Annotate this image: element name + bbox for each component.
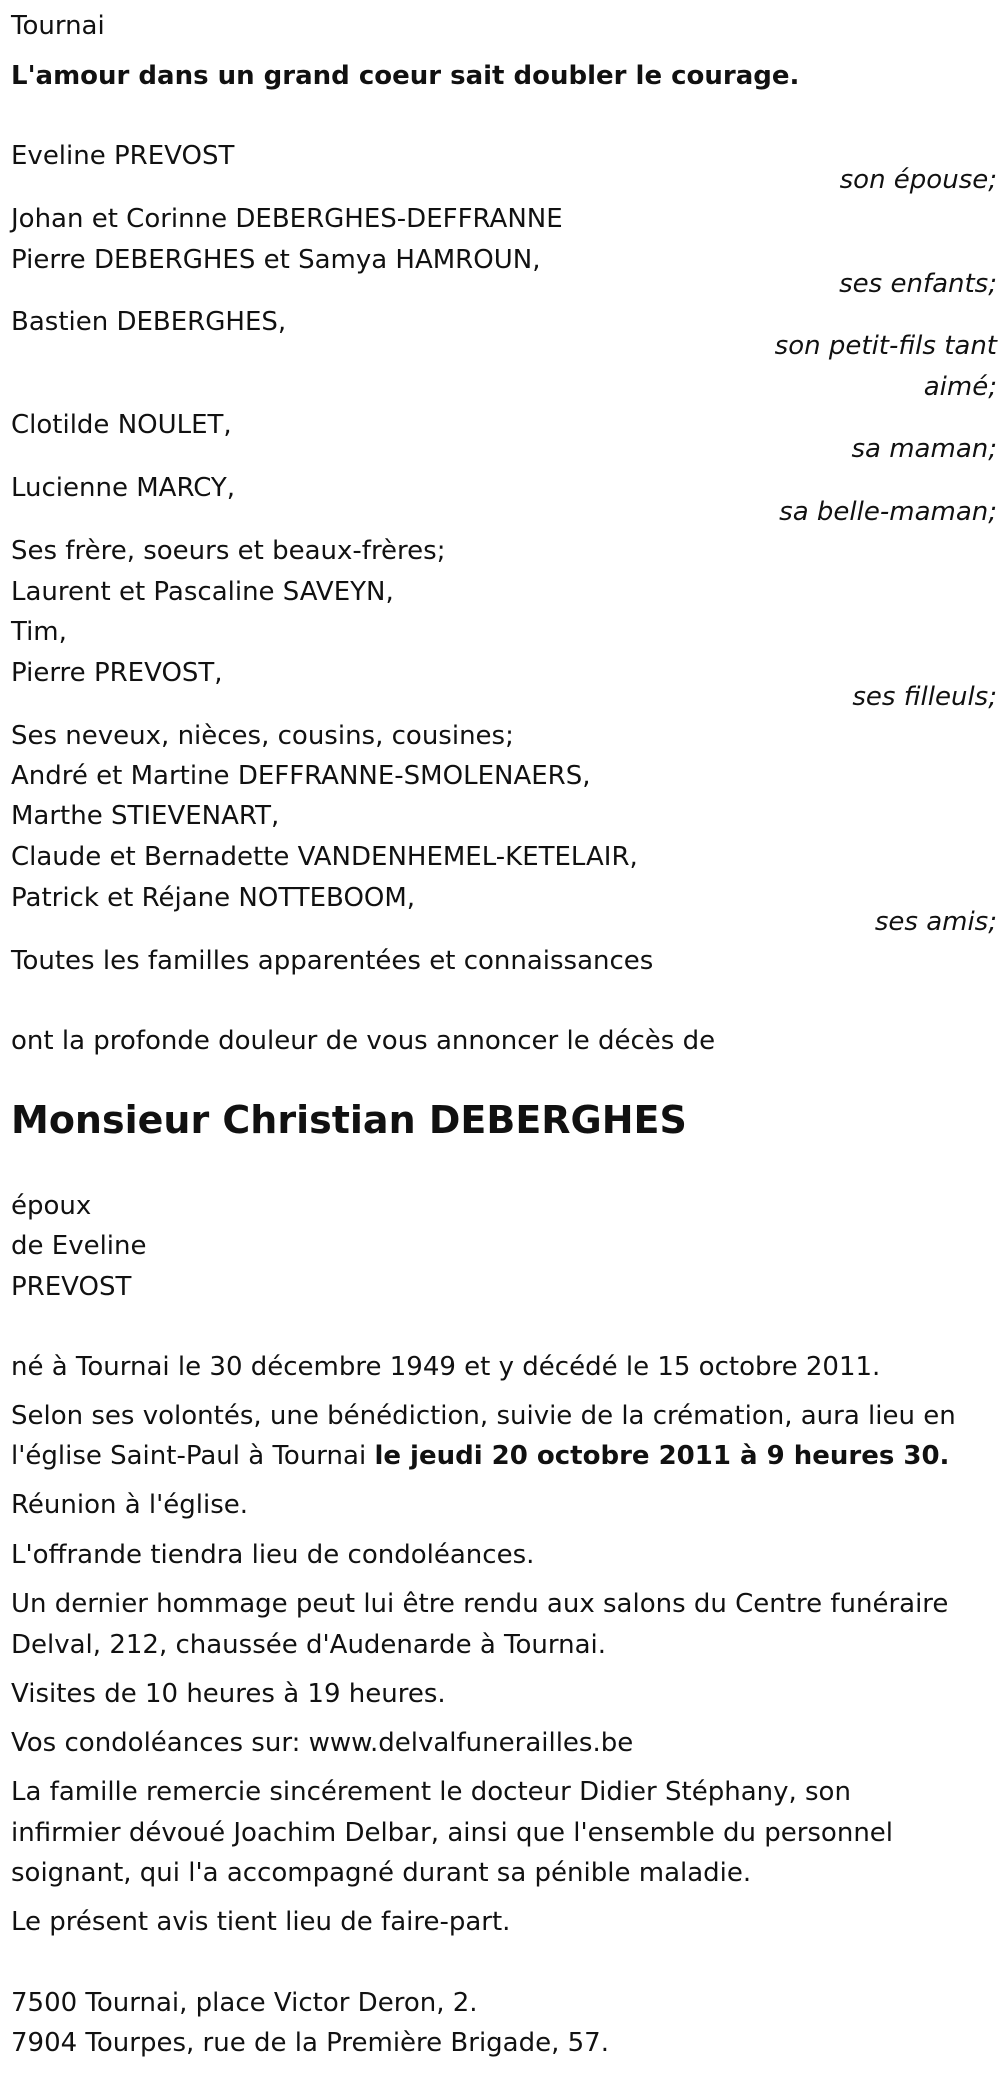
godchild-line-1: Laurent et Pascaline SAVEYN, (11, 577, 394, 607)
reunion-note: Réunion à l'église. (11, 1490, 249, 1520)
deceased-name: Monsieur Christian DEBERGHES (11, 1098, 687, 1142)
children-role: ses enfants; (839, 269, 997, 299)
visiting-hours: Visites de 10 heures à 19 heures. (11, 1679, 446, 1709)
spouse-of-line-3: PREVOST (11, 1272, 132, 1302)
notice-line: Le présent avis tient lieu de faire-part. (11, 1907, 511, 1937)
grandson-name: Bastien DEBERGHES, (11, 307, 287, 337)
friend-line-2: Marthe STIEVENART, (11, 801, 280, 831)
godchildren-role: ses filleuls; (852, 682, 997, 712)
children-line-2: Pierre DEBERGHES et Samya HAMROUN, (11, 245, 541, 275)
birth-death-dates: né à Tournai le 30 décembre 1949 et y décédé le 15 octobre 2011. (11, 1352, 881, 1382)
thanks-line-2: infirmier dévoué Joachim Delbar, ainsi que l'ensemble du personnel (11, 1818, 894, 1848)
spouse-name: Eveline PREVOST (11, 141, 235, 171)
children-line-1: Johan et Corinne DEBERGHES-DEFFRANNE (11, 204, 563, 234)
spouse-of-line-1: époux (11, 1191, 92, 1221)
friend-line-3: Claude et Bernadette VANDENHEMEL-KETELAIR, (11, 842, 638, 872)
motto: L'amour dans un grand coeur sait doubler le courage. (11, 61, 800, 91)
tribute-line-1: Un dernier hommage peut lui être rendu aux salons du Centre funéraire (11, 1589, 949, 1619)
ceremony-line-1: Selon ses volontés, une bénédiction, suivie de la crémation, aura lieu en (11, 1401, 956, 1431)
siblings-intro: Ses frère, soeurs et beaux-frères; (11, 536, 446, 566)
all-families: Toutes les familles apparentées et connaissances (11, 946, 654, 976)
ceremony-line-2 (11, 1436, 949, 1476)
godchild-line-3: Pierre PREVOST, (11, 658, 223, 688)
mother-in-law-name: Lucienne MARCY, (11, 473, 236, 503)
condolences-website: Vos condoléances sur: www.delvalfunerailles.be (11, 1728, 634, 1758)
godchild-line-2: Tim, (11, 617, 67, 647)
friend-line-4: Patrick et Réjane NOTTEBOOM, (11, 883, 416, 913)
mother-role: sa maman; (851, 434, 997, 464)
grandson-role-line-2: aimé; (923, 372, 997, 402)
spouse-role: son épouse; (839, 165, 997, 195)
thanks-line-3: soignant, qui l'a accompagné durant sa pénible maladie. (11, 1858, 752, 1888)
address-line-2: 7904 Tourpes, rue de la Première Brigade, 57. (11, 2028, 609, 2058)
tribute-line-2: Delval, 212, chaussée d'Audenarde à Tournai. (11, 1630, 607, 1660)
spouse-of-line-2: de Eveline (11, 1231, 147, 1261)
address-line-1: 7500 Tournai, place Victor Deron, 2. (11, 1988, 478, 2018)
friend-line-1: André et Martine DEFFRANNE-SMOLENAERS, (11, 761, 591, 791)
city-header: Tournai (11, 11, 105, 41)
nephews-intro: Ses neveux, nièces, cousins, cousines; (11, 721, 514, 751)
offering-note: L'offrande tiendra lieu de condoléances. (11, 1540, 535, 1570)
announcement: ont la profonde douleur de vous annoncer le décès de (11, 1026, 716, 1056)
ceremony-date-time: le jeudi 20 octobre 2011 à 9 heures 30. (374, 1441, 950, 1471)
ceremony-place: l'église Saint-Paul à Tournai (11, 1441, 375, 1471)
friends-role: ses amis; (874, 907, 997, 937)
grandson-role-line-1: son petit-fils tant (774, 331, 997, 361)
thanks-line-1: La famille remercie sincérement le docteur Didier Stéphany, son (11, 1777, 851, 1807)
mother-in-law-role: sa belle-maman; (779, 497, 997, 527)
mother-name: Clotilde NOULET, (11, 410, 232, 440)
